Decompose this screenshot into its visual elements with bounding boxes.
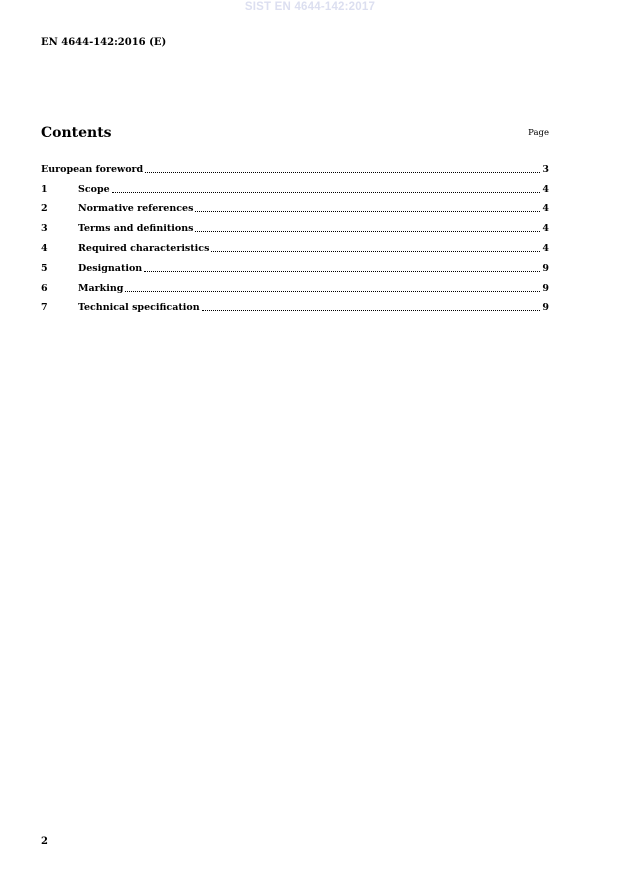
toc-entry-page: 9 (542, 262, 549, 274)
toc-entry-number: 2 (41, 203, 48, 215)
dot-leader (202, 310, 541, 311)
toc-entry-label: Required characteristics (78, 242, 210, 254)
contents-header (41, 124, 549, 142)
toc-entry-number: 7 (41, 302, 48, 314)
toc-entry-page: 3 (542, 163, 549, 175)
dot-leader (195, 231, 540, 232)
page-column-label: Page (528, 128, 549, 138)
toc-entry-label: Terms and definitions (78, 223, 194, 235)
toc-entry-page: 4 (542, 223, 549, 235)
toc-entry-page: 9 (542, 302, 549, 314)
contents-title: Contents (41, 125, 112, 141)
toc-entry-number: 5 (41, 262, 48, 274)
table-of-contents (41, 156, 549, 314)
toc-entry-label: Marking (78, 282, 124, 294)
toc-entry-label: Scope (78, 183, 110, 195)
toc-entry-page: 9 (542, 282, 549, 294)
watermark: SIST EN 4644-142:2017 (244, 1, 376, 13)
toc-entry-foreword[interactable] (41, 156, 549, 176)
toc-entry-page: 4 (542, 242, 549, 254)
toc-entry-number: 1 (41, 183, 48, 195)
dot-leader (144, 271, 540, 272)
document-id: EN 4644-142:2016 (E) (41, 37, 167, 48)
toc-entry-label: Technical specification (78, 302, 200, 314)
toc-entry-required-characteristics[interactable] (41, 235, 549, 255)
toc-entry-page: 4 (542, 183, 549, 195)
dot-leader (211, 251, 540, 252)
toc-entry-terms-and-definitions[interactable] (41, 215, 549, 235)
toc-entry-page: 4 (542, 203, 549, 215)
toc-entry-label: Designation (78, 262, 143, 274)
toc-entry-number: 6 (41, 282, 48, 294)
toc-entry-marking[interactable] (41, 275, 549, 295)
toc-entry-number: 3 (41, 223, 48, 235)
toc-entry-scope[interactable] (41, 176, 549, 196)
toc-entry-label: European foreword (41, 163, 144, 175)
dot-leader (195, 211, 540, 212)
toc-entry-designation[interactable] (41, 255, 549, 275)
page-number: 2 (41, 836, 48, 847)
dot-leader (125, 291, 540, 292)
toc-entry-technical-specification[interactable] (41, 295, 549, 315)
toc-entry-normative-references[interactable] (41, 196, 549, 216)
dot-leader (145, 172, 540, 173)
toc-entry-number: 4 (41, 242, 48, 254)
dot-leader (112, 192, 541, 193)
toc-entry-label: Normative references (78, 203, 194, 215)
